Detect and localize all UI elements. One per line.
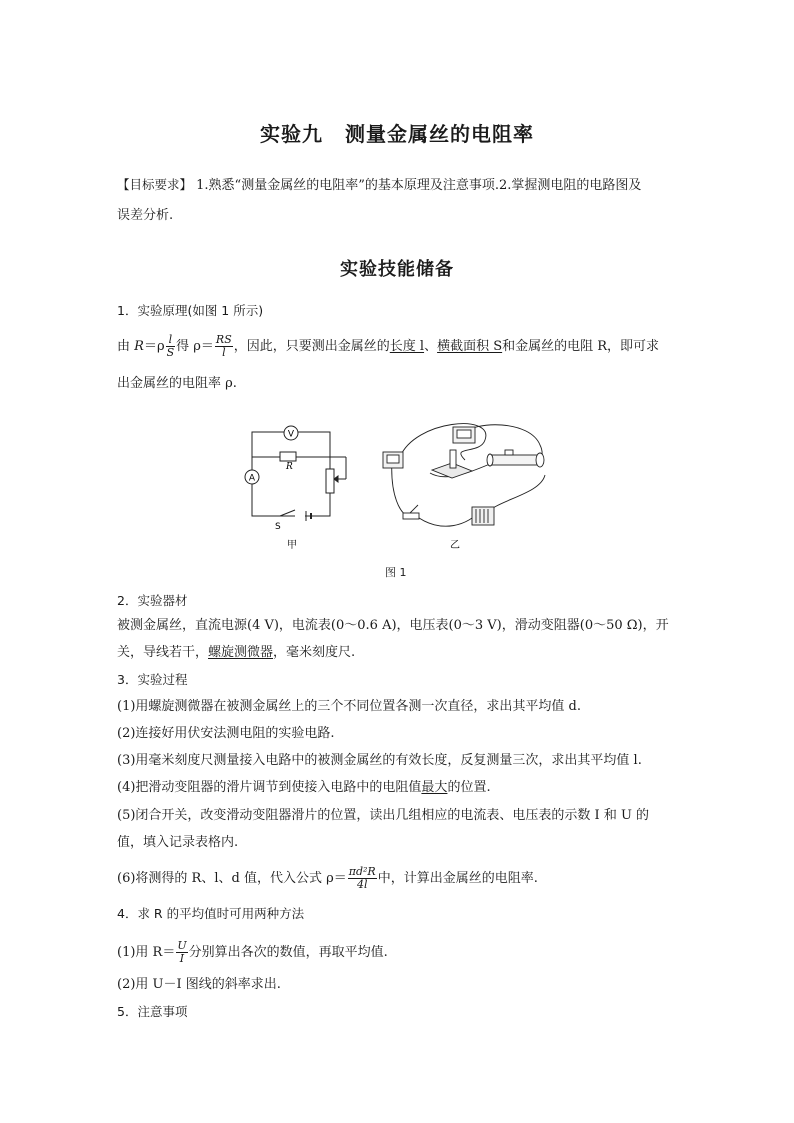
learning-goals [117,170,683,231]
s4-heading: 4．求 R 的平均值时可用两种方法 [117,906,305,921]
s4-method2: (2)用 U－I 图线的斜率求出. [117,977,281,992]
s1-text: 得 ρ＝ [176,339,214,354]
apparatus-sketch [383,424,545,527]
s1-formula-line [117,334,683,359]
s2-line1: 被测金属丝，直流电源(4 V)，电流表(0～0.6 A)，电压表(0～3 V)，滑动变阻器(0～50 Ω)，开 [117,618,669,633]
s3-step4 [117,779,683,797]
s3-step1: (1)用螺旋测微器在被测金属丝上的三个不同位置各测一次直径，求出其平均值 d. [117,699,582,714]
figure-caption: 图 1 [385,566,407,579]
underlined-area: 横截面积 S [437,339,503,354]
s5-heading: 5．注意事项 [117,1004,188,1019]
frac-num: l [166,334,176,347]
s2-text: ，毫米刻度尺. [273,645,356,660]
circuit-diagram [252,429,346,521]
goal-text-line1: 1.熟悉“测量金属丝的电阻率”的基本原理及注意事项.2.掌握测电阻的电路图及 [196,178,642,193]
underlined-length: 长度 l [389,339,425,354]
frac-den: I [179,952,185,965]
s4-text: 分别算出各次的数值，再取平均值. [188,945,388,960]
frac-num: RS [215,333,232,346]
s4-text: (1)用 R＝ [117,945,176,960]
s1-text: ，因此，只要测出金属丝的 [233,339,390,354]
s3-step2: (2)连接好用伏安法测电阻的实验电路. [117,726,335,741]
s3-step5-line2: 值，填入记录表格内. [117,835,239,850]
caption-yi: 乙 [450,540,460,551]
s2-heading: 2．实验器材 [117,593,188,608]
s2-text: 关，导线若干， [117,645,209,660]
section-title: 实验技能储备 [340,259,454,280]
s4-method1 [117,940,683,965]
fraction-l-over-s [166,334,176,359]
resistor-label: R [286,462,293,472]
s1-text: 和金属丝的电阻 R，即可求 [502,339,660,354]
fraction-u-over-i [176,940,187,965]
s1-text: ＝ρ [143,339,165,354]
s2-line2 [117,644,683,662]
frac-den: S [166,346,175,359]
s3-text: (6)将测得的 R、l、d 值，代入公式 ρ＝ [117,871,347,886]
s3-step3: (3)用毫米刻度尺测量接入电路中的被测金属丝的有效长度，反复测量三次，求出其平均值 l. [117,753,642,768]
s3-step5-line1: (5)闭合开关，改变滑动变阻器滑片的位置，读出几组相应的电流表、电压表的示数 I 和 U 的 [117,808,650,823]
s1-text: 、 [424,339,438,354]
frac-den: 4l [356,878,368,891]
figure-1-circuit [240,415,560,555]
s3-text: 的位置. [447,780,491,795]
fraction-resistivity [348,866,377,891]
underlined-micrometer: 螺旋测微器 [208,645,274,660]
ammeter-label: A [248,473,256,484]
goal-tag: 【目标要求】 [117,177,193,192]
switch-label: S [275,522,281,532]
s3-text: 中，计算出金属丝的电阻率. [377,871,538,886]
caption-jia: 甲 [287,540,297,551]
s3-heading: 3．实验过程 [117,672,188,687]
frac-den: l [222,346,226,359]
goal-text-line2: 误差分析. [117,208,174,223]
frac-num: πd²R [348,865,376,878]
s1-line2: 出金属丝的电阻率 ρ. [117,376,237,391]
fraction-rs-over-l [215,334,233,359]
s3-text: (4)把滑动变阻器的滑片调节到使接入电路中的电阻值 [117,780,422,795]
frac-num: U [177,939,187,952]
voltmeter-label: V [287,429,295,440]
s1-heading: 1．实验原理(如图 1 所示) [117,303,264,318]
page-title [0,118,794,147]
title-part1: 实验九 [260,122,323,146]
title-part2: 测量金属丝的电阻率 [345,122,534,146]
s1-var-r: R [134,339,144,354]
s1-text: 由 [117,339,135,354]
s3-step6 [117,866,683,891]
underlined-max: 最大 [421,780,448,795]
